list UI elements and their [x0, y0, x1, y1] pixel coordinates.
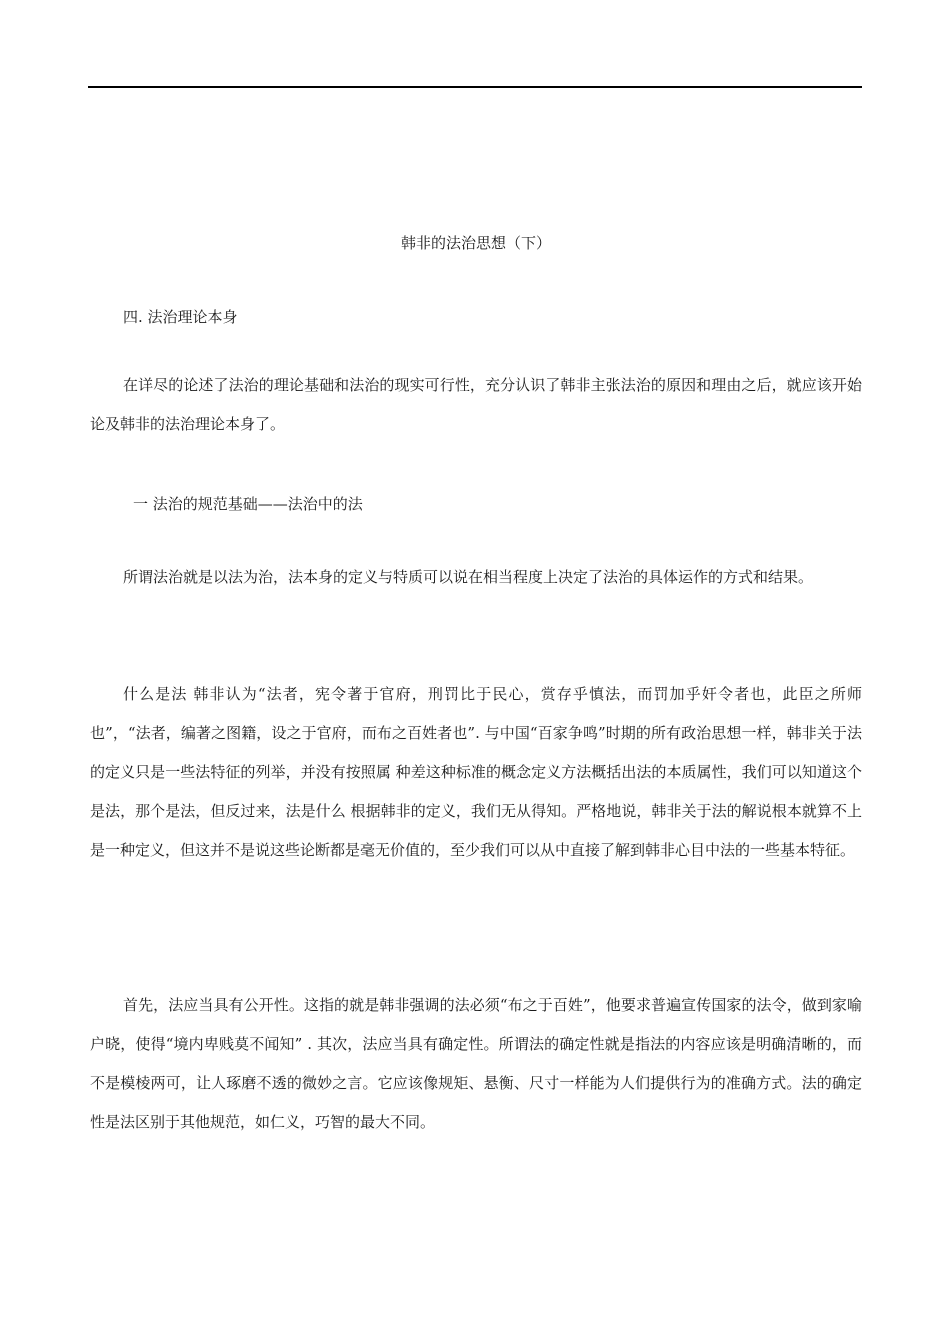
paragraph-intro: 在详尽的论述了法治的理论基础和法治的现实可行性，充分认识了韩非主张法治的原因和理由之后，就应该开始论及韩非的法治理论本身了。 [90, 376, 862, 433]
section-heading: 四. 法治理论本身 [123, 308, 238, 326]
paragraph-features: 首先，法应当具有公开性。这指的就是韩非强调的法必须“布之于百姓”，他要求普遍宣传国家的法令，做到家喻户晓，使得“境内卑贱莫不闻知” . 其次，法应当具有确定性。所谓法的确定性就是指法的内容应该是明确清晰的，而不是模棱两可，让人琢磨不透的微妙之言。它应该像规矩、悬衡、尺寸一样能为人们提供行为的准确方式。法的确定性是法区别于其他规范，如仁义，巧智的最大不同。 [90, 996, 862, 1131]
document-title: 韩非的法治思想（下） [400, 234, 551, 252]
header-rule [88, 86, 862, 88]
paragraph-definition: 所谓法治就是以法为治，法本身的定义与特质可以说在相当程度上决定了法治的具体运作的方式和结果。 [123, 568, 814, 586]
paragraph-what-is-law: 什么是法 韩非认为“法者，宪令著于官府，刑罚比于民心，赏存乎慎法，而罚加乎奸令者也，此臣之所师也”，“法者，编著之图籍，设之于官府，而布之百姓者也”. 与中国“百家争鸣”时期的所有政治思想一样，韩非关于法的定义只是一些法特征的列举，并没有按照属 种差这种标准的概念定义方法概括出法的本质属性，我们可以知道这个是法，那个是法，但反过来，法是什么 根据韩非的定义，我们无从得知。严格地说，韩非关于法的解说根本就算不上是一种定义，但这并不是说这些论断都是毫无价值的，至少我们可以从中直接了解到韩非心目中法的一些基本特征。 [90, 685, 862, 859]
subsection-heading: 一 法治的规范基础——法治中的法 [133, 495, 363, 513]
